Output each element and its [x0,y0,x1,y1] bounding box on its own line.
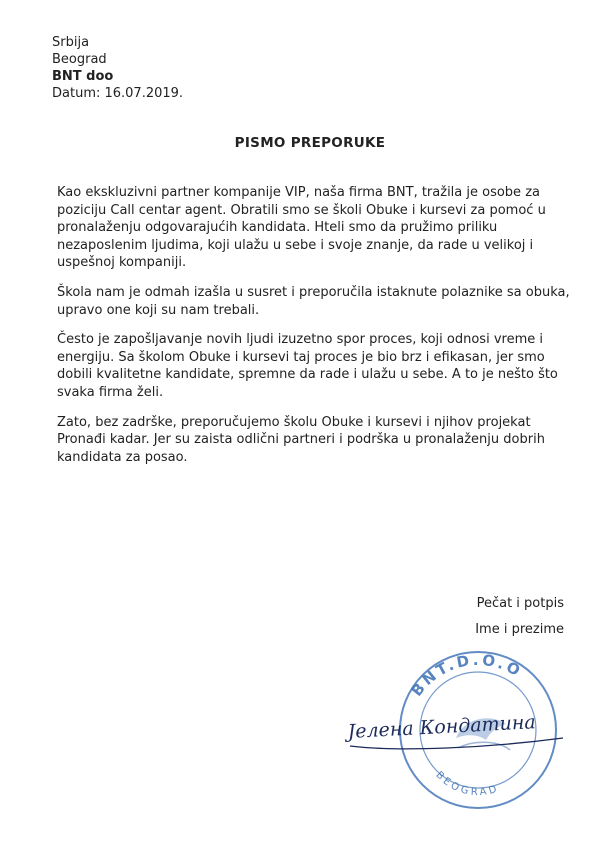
body-paragraph: Često je zapošljavanje novih ljudi izuzetno spor proces, koji odnosi vreme i energiju. Sa školom Obuke i kursevi taj proces je bio brz i efikasan, jer smo dobili kvalitetne kandidate, spremne da rade i ulažu u sebe. A to je nešto što svaka firma želi. [57,332,558,400]
header-company: BNT doo [52,69,114,84]
svg-text:BEOGRAD: BEOGRAD [433,769,501,799]
letter-header [52,34,183,102]
body-paragraph: Škola nam je odmah izašla u susret i preporučila istaknute polaznike sa obuka, upravo one koji su nam trebali. [57,284,570,318]
letter-body [57,184,577,478]
body-paragraph: Zato, bez zadrške, preporučujemo školu Obuke i kursevi i njihov projekat Pronađi kadar. Jer su zaista odlični partneri i podrška u pronalaženju dobrih kandidata za posao. [57,414,545,465]
header-date: Datum: 16.07.2019. [52,86,184,101]
signature-block [475,591,564,643]
stamp-seal-icon [338,640,568,820]
body-paragraph: Kao ekskluzivni partner kompanije VIP, naša firma BNT, tražila je osobe za poziciju Call centar agent. Obratili smo se školi Obuke i kursevi za pomoć u pronalaženju odgovarajućih kandidata. Hteli smo da pružimo priliku nezaposlenim ljudima, koji ulažu u sebe i svoje znanje, da rade u velikoj i uspešnoj kompaniji. [57,185,546,271]
name-surname-label: Ime i prezime [475,622,564,637]
letter-title: PISMO PREPORUKE [234,135,386,151]
header-country: Srbija [52,35,90,50]
svg-text:Јелена Кондатина: Јелена Кондатина [347,711,537,743]
company-stamp-and-signature [338,640,568,820]
header-city: Beograd [52,52,107,67]
svg-text:BNT.D.O.O: BNT.D.O.O [407,650,526,700]
stamp-signature-label: Pečat i potpis [476,596,564,611]
